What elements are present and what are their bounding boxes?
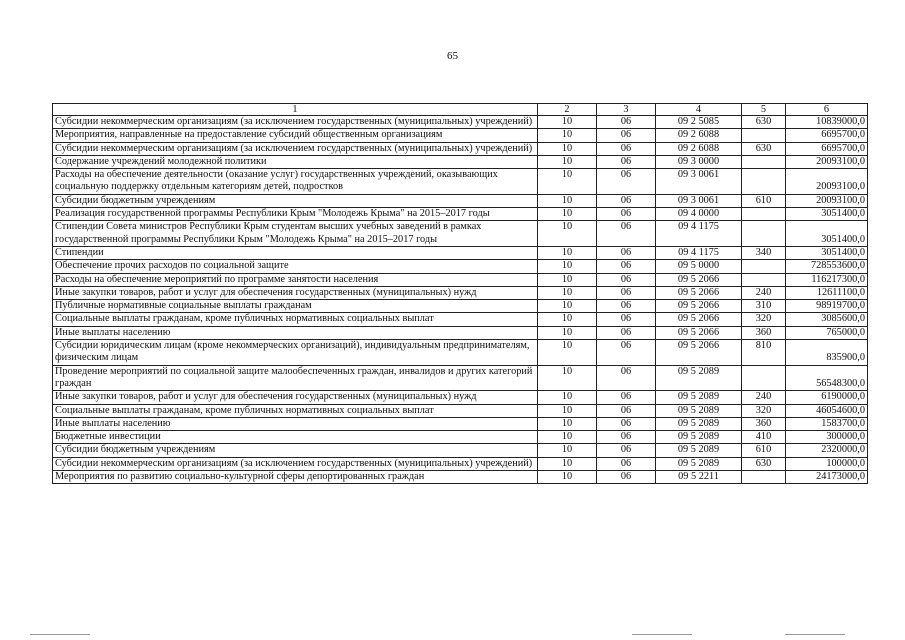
row-code-section: 10 [538,326,597,339]
row-code-section: 10 [538,457,597,470]
row-code-subsection: 06 [597,286,656,299]
row-code-target: 09 4 1175 [656,246,742,259]
row-amount: 1583700,0 [786,417,868,430]
row-code-target: 09 5 2089 [656,391,742,404]
row-code-subsection: 06 [597,246,656,259]
row-code-section: 10 [538,417,597,430]
table-row [53,208,868,221]
budget-table [52,103,868,484]
row-code-expense-type: 240 [742,286,786,299]
row-code-expense-type: 360 [742,417,786,430]
row-code-expense-type: 240 [742,391,786,404]
row-amount: 835900,0 [786,340,868,366]
row-code-target: 09 5 2066 [656,300,742,313]
row-amount: 6695700,0 [786,129,868,142]
row-code-section: 10 [538,129,597,142]
row-code-expense-type [742,260,786,273]
row-amount: 20093100,0 [786,169,868,195]
row-code-target: 09 5 2211 [656,471,742,484]
row-code-subsection: 06 [597,221,656,247]
row-code-subsection: 06 [597,431,656,444]
row-code-section: 10 [538,273,597,286]
row-code-subsection: 06 [597,300,656,313]
row-code-target: 09 5 2066 [656,313,742,326]
row-amount: 56548300,0 [786,365,868,391]
row-code-expense-type [742,221,786,247]
row-description: Стипендии [53,246,538,259]
row-code-subsection: 06 [597,404,656,417]
table-row [53,313,868,326]
table-row [53,221,868,247]
row-amount: 20093100,0 [786,194,868,207]
row-description: Обеспечение прочих расходов по социальной защите [53,260,538,273]
table-row [53,404,868,417]
row-code-target: 09 3 0061 [656,194,742,207]
row-code-section: 10 [538,340,597,366]
row-amount: 2320000,0 [786,444,868,457]
row-code-section: 10 [538,471,597,484]
row-code-expense-type [742,208,786,221]
table-row [53,194,868,207]
column-header: 3 [597,104,656,116]
table-row [53,142,868,155]
row-code-subsection: 06 [597,340,656,366]
row-code-section: 10 [538,300,597,313]
table-row [53,457,868,470]
row-description: Субсидии бюджетным учреждениям [53,444,538,457]
row-code-section: 10 [538,404,597,417]
row-code-subsection: 06 [597,326,656,339]
row-code-subsection: 06 [597,169,656,195]
table-row [53,300,868,313]
table-row [53,129,868,142]
row-amount: 46054600,0 [786,404,868,417]
row-code-expense-type: 320 [742,404,786,417]
row-description: Социальные выплаты гражданам, кроме публичных нормативных социальных выплат [53,313,538,326]
row-amount: 3051400,0 [786,246,868,259]
row-code-subsection: 06 [597,129,656,142]
column-header: 5 [742,104,786,116]
row-code-section: 10 [538,169,597,195]
row-code-target: 09 5 2089 [656,417,742,430]
table-row [53,169,868,195]
row-amount: 300000,0 [786,431,868,444]
row-code-subsection: 06 [597,155,656,168]
row-code-target: 09 2 6088 [656,129,742,142]
row-description: Содержание учреждений молодежной политики [53,155,538,168]
row-code-target: 09 5 2089 [656,457,742,470]
row-description: Иные выплаты населению [53,326,538,339]
row-amount: 6695700,0 [786,142,868,155]
row-code-section: 10 [538,391,597,404]
row-code-target: 09 2 6088 [656,142,742,155]
row-code-target: 09 5 2089 [656,404,742,417]
row-code-section: 10 [538,221,597,247]
row-code-expense-type: 340 [742,246,786,259]
row-code-expense-type: 360 [742,326,786,339]
row-code-subsection: 06 [597,260,656,273]
row-code-expense-type: 810 [742,340,786,366]
row-description: Проведение мероприятий по социальной защите малообеспеченных граждан, инвалидов и других категорий граждан [53,365,538,391]
row-code-target: 09 2 5085 [656,116,742,129]
row-description: Иные выплаты населению [53,417,538,430]
row-amount: 3051400,0 [786,208,868,221]
table-row [53,431,868,444]
table-row [53,246,868,259]
row-description: Субсидии некоммерческим организациям (за исключением государственных (муниципальных) учреждений) [53,457,538,470]
table-row [53,417,868,430]
row-description: Реализация государственной программы Республики Крым "Молодежь Крыма" на 2015–2017 годы [53,208,538,221]
row-description: Субсидии некоммерческим организациям (за исключением государственных (муниципальных) учреждений) [53,116,538,129]
row-code-section: 10 [538,155,597,168]
row-code-section: 10 [538,208,597,221]
row-code-expense-type [742,169,786,195]
row-amount: 98919700,0 [786,300,868,313]
row-code-subsection: 06 [597,142,656,155]
row-description: Публичные нормативные социальные выплаты гражданам [53,300,538,313]
table-row [53,471,868,484]
row-amount: 728553600,0 [786,260,868,273]
row-code-subsection: 06 [597,273,656,286]
row-code-section: 10 [538,142,597,155]
row-code-target: 09 5 2089 [656,431,742,444]
row-code-section: 10 [538,194,597,207]
table-row [53,326,868,339]
row-code-target: 09 4 0000 [656,208,742,221]
row-code-subsection: 06 [597,208,656,221]
row-amount: 24173000,0 [786,471,868,484]
row-code-expense-type [742,273,786,286]
table-row [53,116,868,129]
table-row [53,155,868,168]
row-description: Иные закупки товаров, работ и услуг для обеспечения государственных (муниципальных) нужд [53,286,538,299]
row-code-section: 10 [538,431,597,444]
row-description: Мероприятия по развитию социально-культурной сферы депортированных граждан [53,471,538,484]
row-description: Стипендии Совета министров Республики Крым студентам высших учебных заведений в рамках государственной программы Республики Крым "Молодежь Крыма" на 2015–2017 годы [53,221,538,247]
row-amount: 12611100,0 [786,286,868,299]
row-code-target: 09 5 2089 [656,444,742,457]
row-code-section: 10 [538,313,597,326]
row-code-subsection: 06 [597,471,656,484]
table-row [53,340,868,366]
row-code-subsection: 06 [597,116,656,129]
row-code-expense-type [742,471,786,484]
row-description: Социальные выплаты гражданам, кроме публичных нормативных социальных выплат [53,404,538,417]
row-code-target: 09 3 0000 [656,155,742,168]
row-code-target: 09 4 1175 [656,221,742,247]
row-description: Субсидии бюджетным учреждениям [53,194,538,207]
column-header: 4 [656,104,742,116]
row-code-subsection: 06 [597,313,656,326]
row-amount: 10839000,0 [786,116,868,129]
column-header: 2 [538,104,597,116]
row-code-expense-type [742,129,786,142]
row-description: Расходы на обеспечение мероприятий по программе занятости населения [53,273,538,286]
row-code-section: 10 [538,116,597,129]
row-description: Мероприятия, направленные на предоставление субсидий общественным организациям [53,129,538,142]
table-header-row [53,104,868,116]
row-code-section: 10 [538,365,597,391]
row-amount: 20093100,0 [786,155,868,168]
row-code-target: 09 5 2066 [656,340,742,366]
row-code-subsection: 06 [597,444,656,457]
row-code-target: 09 5 2066 [656,286,742,299]
row-code-subsection: 06 [597,457,656,470]
row-code-expense-type: 630 [742,142,786,155]
row-code-expense-type: 410 [742,431,786,444]
row-description: Субсидии некоммерческим организациям (за исключением государственных (муниципальных) учреждений) [53,142,538,155]
row-code-subsection: 06 [597,391,656,404]
table-row [53,444,868,457]
table-row [53,391,868,404]
row-code-expense-type: 630 [742,457,786,470]
row-code-subsection: 06 [597,194,656,207]
row-amount: 3085600,0 [786,313,868,326]
row-code-section: 10 [538,260,597,273]
row-description: Бюджетные инвестиции [53,431,538,444]
row-amount: 100000,0 [786,457,868,470]
row-code-expense-type: 610 [742,444,786,457]
table-row [53,365,868,391]
row-code-subsection: 06 [597,417,656,430]
table-row [53,286,868,299]
row-amount: 116217300,0 [786,273,868,286]
row-description: Субсидии юридическим лицам (кроме некоммерческих организаций), индивидуальным предпринимателям, физическим лицам [53,340,538,366]
row-code-target: 09 5 2066 [656,326,742,339]
row-description: Расходы на обеспечение деятельности (оказание услуг) государственных учреждений, оказывающих социальную поддержку отдельным категориям детей, подростков [53,169,538,195]
row-code-target: 09 5 2066 [656,273,742,286]
scan-artifact-lines [0,632,905,640]
row-code-target: 09 5 2089 [656,365,742,391]
row-code-expense-type [742,155,786,168]
row-code-expense-type: 610 [742,194,786,207]
row-code-target: 09 5 0000 [656,260,742,273]
row-description: Иные закупки товаров, работ и услуг для обеспечения государственных (муниципальных) нужд [53,391,538,404]
table-row [53,273,868,286]
row-code-section: 10 [538,444,597,457]
column-header: 1 [53,104,538,116]
row-code-expense-type: 320 [742,313,786,326]
row-code-section: 10 [538,246,597,259]
row-code-target: 09 3 0061 [656,169,742,195]
row-code-expense-type [742,365,786,391]
row-code-section: 10 [538,286,597,299]
row-amount: 765000,0 [786,326,868,339]
page-number: 65 [447,50,458,62]
row-code-subsection: 06 [597,365,656,391]
row-amount: 3051400,0 [786,221,868,247]
table-row [53,260,868,273]
row-code-expense-type: 630 [742,116,786,129]
column-header: 6 [786,104,868,116]
row-code-expense-type: 310 [742,300,786,313]
row-amount: 6190000,0 [786,391,868,404]
